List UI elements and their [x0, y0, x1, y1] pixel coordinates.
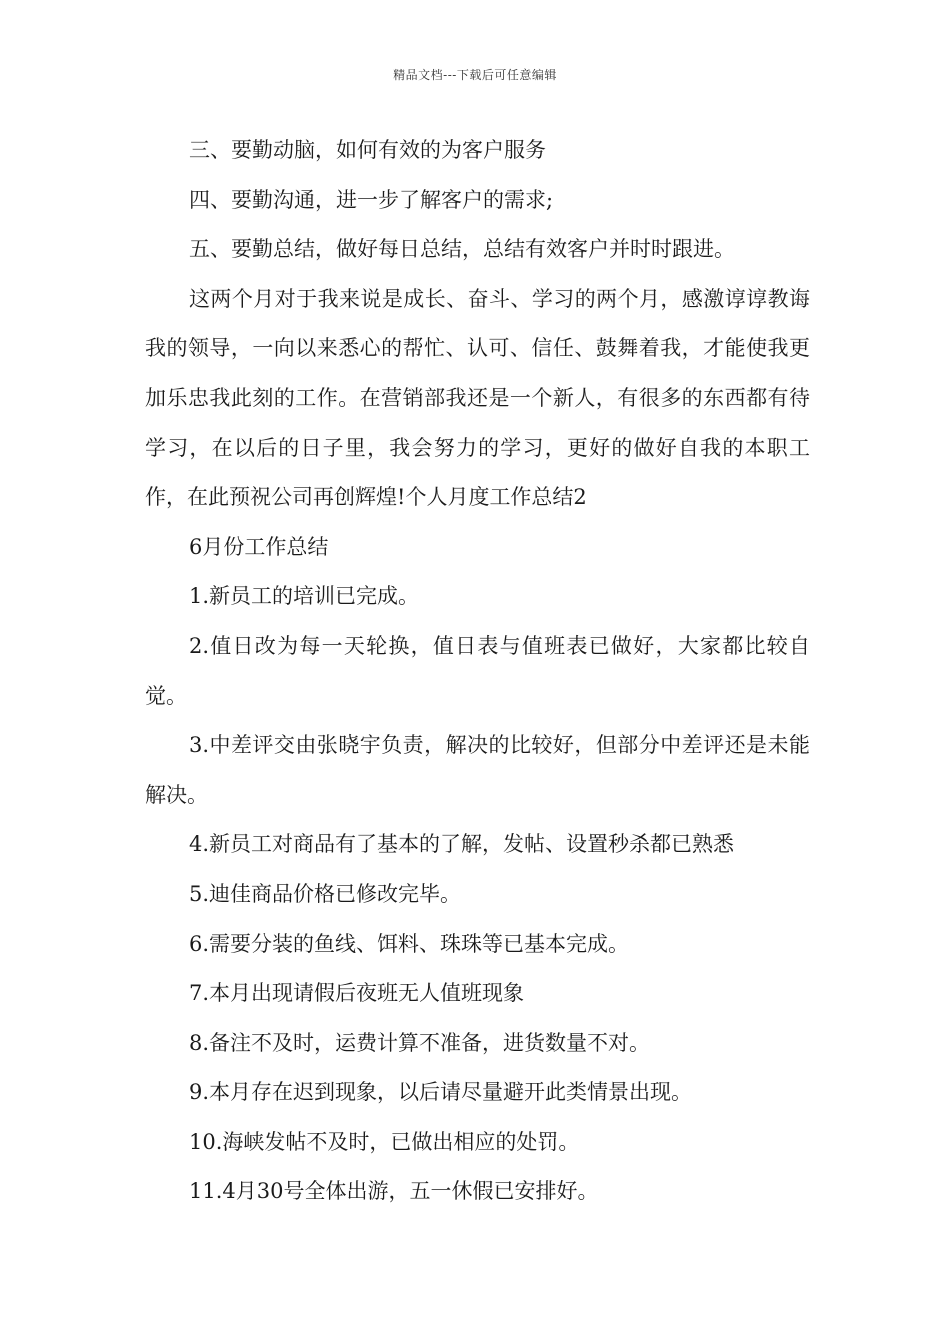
list-item-5: 5.迪佳商品价格已修改完毕。	[189, 881, 462, 906]
paragraph-item-5: 五、要勤总结，做好每日总结，总结有效客户并时时跟进。	[189, 237, 735, 262]
paragraph-item-4: 四、要勤沟通，进一步了解客户的需求;	[189, 187, 554, 212]
list-item-1: 1.新员工的培训已完成。	[189, 584, 420, 609]
list-item-7: 7.本月出现请假后夜班无人值班现象	[189, 981, 525, 1006]
list-item-6: 6.需要分装的鱼线、饵料、珠珠等已基本完成。	[189, 931, 630, 956]
list-item-11: 11.4月30号全体出游，五一休假已安排好。	[189, 1179, 599, 1204]
paragraph-item-3: 三、要勤动脑，如何有效的为客户服务	[189, 138, 546, 162]
list-item-8: 8.备注不及时，运费计算不准备，进货数量不对。	[189, 1030, 651, 1055]
list-item-3: 3.中差评交由张晓宇负责，解决的比较好，但部分中差评还是未能解决。	[145, 733, 810, 807]
list-item-2: 2.值日改为每一天轮换，值日表与值班表已做好，大家都比较自觉。	[145, 633, 810, 708]
page-header: 精品文档---下载后可任意编辑	[393, 68, 557, 82]
paragraph-gratitude: 这两个月对于我来说是成长、奋斗、学习的两个月，感激谆谆教诲我的领导，一向以来悉心的帮忙、认可、信任、鼓舞着我，才能使我更加乐忠我此刻的工作。在营销部我还是一个新人，有很多的东西都有待学习，在以后的日子里，我会努力的学习，更好的做好自我的本职工作，在此预祝公司再创辉煌!个人月度工作总结2	[145, 286, 810, 510]
section-title-june: 6月份工作总结	[189, 534, 329, 559]
list-item-10: 10.海峡发帖不及时，已做出相应的处罚。	[189, 1129, 580, 1154]
document-body	[145, 126, 810, 1217]
list-item-4: 4.新员工对商品有了基本的了解，发帖、设置秒杀都已熟悉	[189, 832, 735, 857]
list-item-9: 9.本月存在迟到现象，以后请尽量避开此类情景出现。	[189, 1080, 693, 1105]
